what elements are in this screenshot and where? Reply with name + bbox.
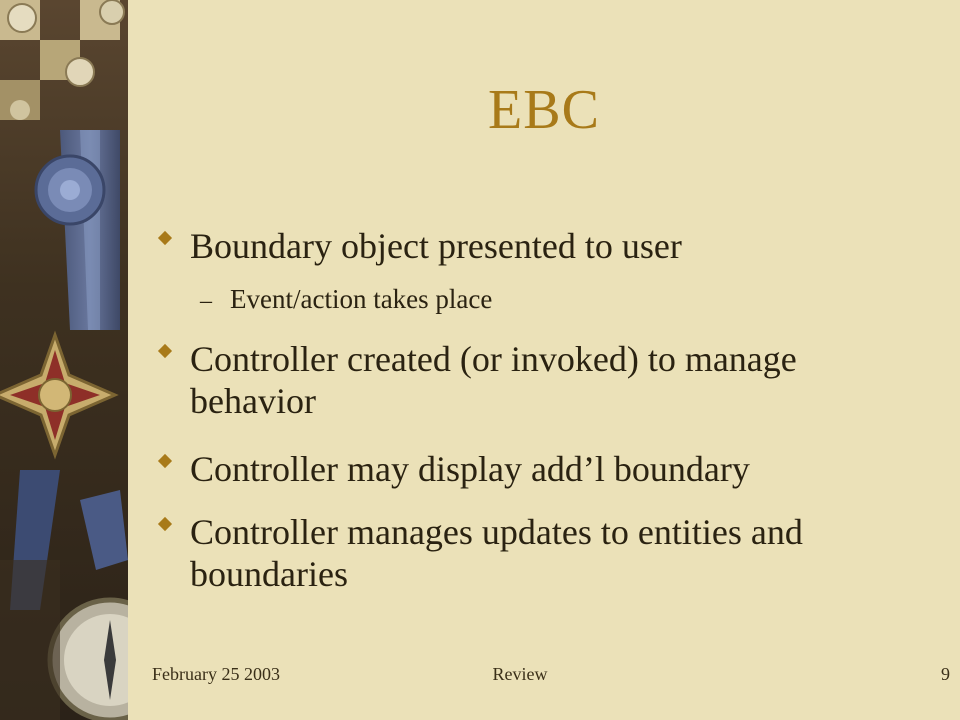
side-decorative-image — [0, 0, 128, 720]
slide-title: EBC — [488, 79, 600, 141]
sub-bullet-text: Event/action takes place — [230, 284, 493, 314]
bullet-text: Controller may display add’l boundary — [190, 449, 750, 489]
diamond-bullet-icon — [158, 344, 172, 358]
footer-date: February 25 2003 — [152, 664, 280, 684]
bullet-item-controller-display — [160, 448, 930, 490]
bullet-item-controller-created — [160, 338, 930, 422]
bullet-item-controller-manages — [160, 511, 930, 595]
diamond-bullet-icon — [158, 231, 172, 245]
bullet-text: Boundary object presented to user — [190, 226, 682, 266]
dash-marker: – — [200, 288, 212, 314]
page-number: 9 — [941, 664, 950, 684]
bullet-text: Controller manages updates to entities and boundaries — [190, 512, 803, 594]
bullet-item-boundary — [160, 225, 930, 267]
footer-title: Review — [492, 664, 548, 684]
diamond-bullet-icon — [158, 517, 172, 531]
diamond-bullet-icon — [158, 454, 172, 468]
bullet-text: Controller created (or invoked) to manage behavior — [190, 339, 797, 421]
medal-and-compass-photo-icon — [0, 0, 128, 720]
sub-bullet-item-event — [200, 283, 920, 317]
